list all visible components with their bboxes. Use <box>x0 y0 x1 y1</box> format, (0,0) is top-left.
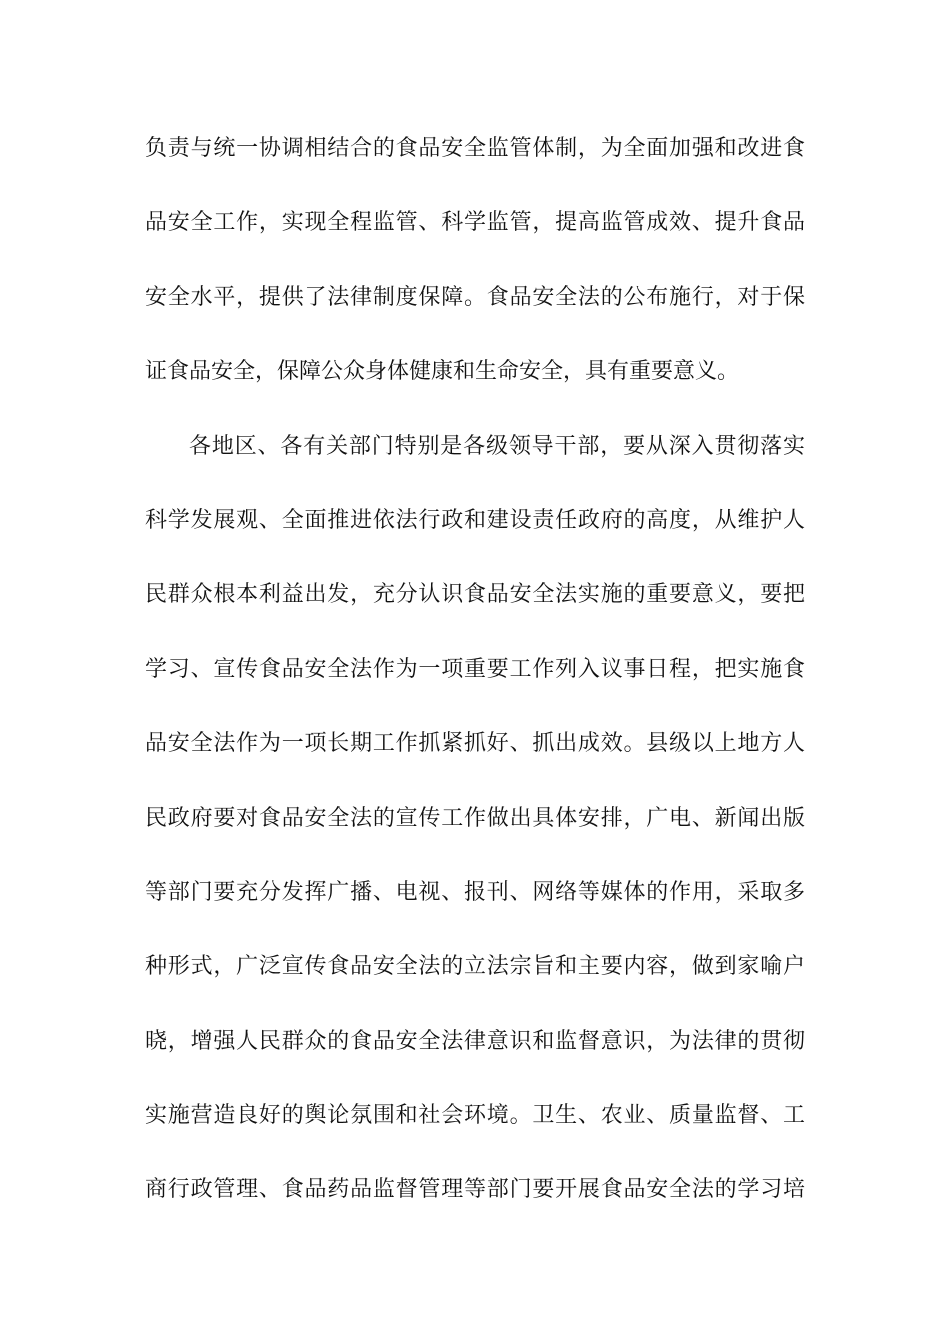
text-line: 品安全工作，实现全程监管、科学监管，提高监管成效、提升食品 <box>145 210 805 236</box>
paragraph-end-line: 证食品安全，保障公众身体健康和生命安全，具有重要意义。 <box>145 359 740 385</box>
text-line: 品安全法作为一项长期工作抓紧抓好、抓出成效。县级以上地方人 <box>145 731 805 757</box>
text-line: 科学发展观、全面推进依法行政和建设责任政府的高度，从维护人 <box>145 507 805 533</box>
text-line: 负责与统一协调相结合的食品安全监管体制，为全面加强和改进食 <box>145 136 805 161</box>
paragraph-first-line: 各地区、各有关部门特别是各级领导干部，要从深入贯彻落实 <box>189 433 805 459</box>
text-line: 民政府要对食品安全法的宣传工作做出具体安排，广电、新闻出版 <box>145 805 805 831</box>
text-line: 种形式，广泛宣传食品安全法的立法宗旨和主要内容，做到家喻户 <box>145 954 805 980</box>
text-line: 实施营造良好的舆论氛围和社会环境。卫生、农业、质量监督、工 <box>145 1103 805 1129</box>
text-line: 民群众根本利益出发，充分认识食品安全法实施的重要意义，要把 <box>145 582 805 608</box>
text-line: 等部门要充分发挥广播、电视、报刊、网络等媒体的作用，采取多 <box>145 879 805 905</box>
body-text <box>145 127 805 1243</box>
text-line: 安全水平，提供了法律制度保障。食品安全法的公布施行，对于保 <box>145 284 805 310</box>
text-line: 晓，增强人民群众的食品安全法律意识和监督意识，为法律的贯彻 <box>145 1028 805 1054</box>
text-line: 商行政管理、食品药品监督管理等部门要开展食品安全法的学习培 <box>145 1177 805 1203</box>
text-line: 学习、宣传食品安全法作为一项重要工作列入议事日程，把实施食 <box>145 656 805 682</box>
